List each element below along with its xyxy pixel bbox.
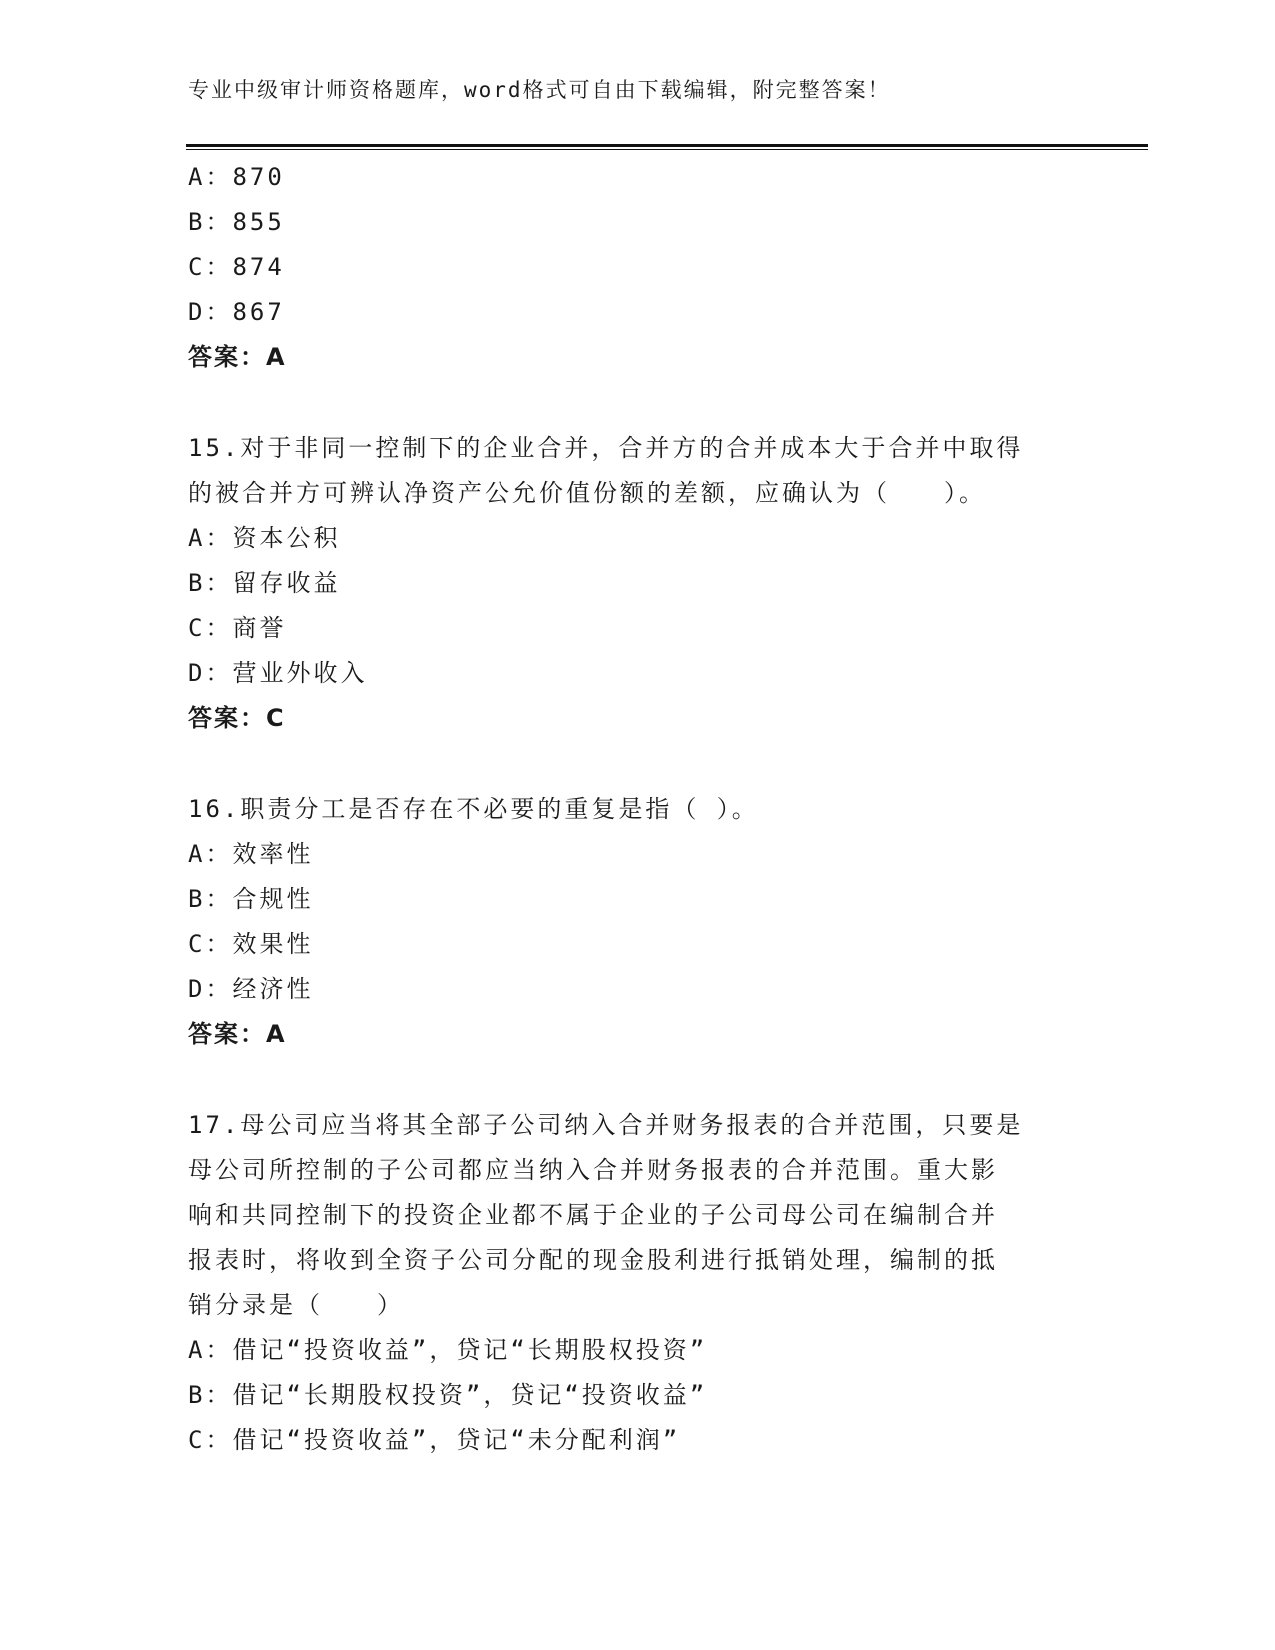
option-d: D：经济性: [188, 975, 314, 1003]
question-stem-line: 响和共同控制下的投资企业都不属于企业的子公司母公司在编制合并: [188, 1201, 998, 1229]
question-stem-line: 17.母公司应当将其全部子公司纳入合并财务报表的合并范围，只要是: [188, 1111, 1024, 1139]
answer: 答案：A: [188, 343, 287, 371]
option-b: B：留存收益: [188, 569, 341, 597]
question-16: [188, 787, 1088, 1057]
option-c: C：借记“投资收益”，贷记“未分配利润”: [188, 1426, 681, 1454]
option-a: A：效率性: [188, 840, 314, 868]
option-a: A：资本公积: [188, 524, 341, 552]
answer: 答案：A: [188, 1020, 287, 1048]
option-c: C：效果性: [188, 930, 314, 958]
option-b: B：合规性: [188, 885, 314, 913]
option-a: A：借记“投资收益”，贷记“长期股权投资”: [188, 1336, 708, 1364]
option-b: B：借记“长期股权投资”，贷记“投资收益”: [188, 1381, 708, 1409]
header-rule: [186, 144, 1148, 147]
question-stem-line: 15.对于非同一控制下的企业合并，合并方的合并成本大于合并中取得: [188, 434, 1024, 462]
question-stem-line: 母公司所控制的子公司都应当纳入合并财务报表的合并范围。重大影: [188, 1156, 998, 1184]
question-17: [188, 1103, 1088, 1463]
question-stem-line: 16.职责分工是否存在不必要的重复是指（ ）。: [188, 795, 759, 823]
question-15: [188, 426, 1088, 741]
page-header: 专业中级审计师资格题库，word格式可自由下载编辑，附完整答案！: [188, 78, 891, 102]
option-c: C：874: [188, 253, 285, 281]
question-14: [188, 155, 1088, 380]
document-body: [188, 155, 1088, 1463]
question-stem-line: 的被合并方可辨认净资产公允价值份额的差额，应确认为（ ）。: [188, 479, 986, 507]
option-a: A：870: [188, 163, 285, 191]
answer: 答案：C: [188, 704, 286, 732]
option-c: C：商誉: [188, 614, 287, 642]
option-d: D：营业外收入: [188, 659, 368, 687]
question-stem-line: 报表时，将收到全资子公司分配的现金股利进行抵销处理，编制的抵: [188, 1246, 998, 1274]
question-stem-line: 销分录是（ ）: [188, 1291, 404, 1319]
option-d: D：867: [188, 298, 285, 326]
option-b: B：855: [188, 208, 285, 236]
